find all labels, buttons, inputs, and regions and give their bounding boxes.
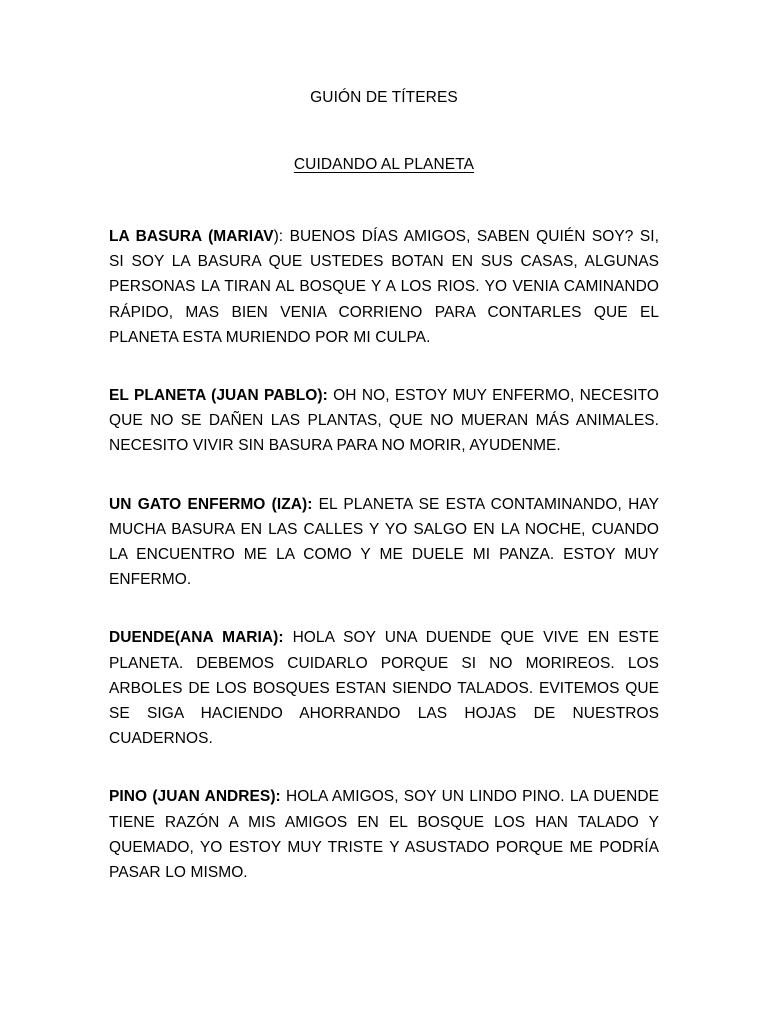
script-line-pino [109, 784, 659, 885]
dialogue-text-planeta: OH NO, ESTOY MUY ENFERMO, NECESITO QUE NO SE DAÑEN LAS PLANTAS, QUE NO MUERAN MÁS ANIMALES. NECESITO VIVIR SIN BASURA PARA NO MORIR, AYUDENME. [109, 387, 660, 455]
speaker-punctuation-basura: ): [273, 228, 284, 245]
dialogue-text-pino: HOLA AMIGOS, SOY UN LINDO PINO. LA DUENDE TIENE RAZÓN A MIS AMIGOS EN EL BOSQUE LOS HAN TALADO Y QUEMADO, YO ESTOY MUY TRISTE Y ASUSTADO PORQUE ME PODRÍA PASAR LO MISMO. [109, 788, 659, 882]
speaker-name-basura: LA BASURA (MARIAV [109, 228, 274, 245]
speaker-name-duende: DUENDE(ANA MARIA): [109, 629, 284, 647]
script-line-basura [109, 224, 659, 350]
script-line-gato [109, 492, 659, 593]
document-content [109, 0, 659, 885]
speaker-name-planeta: EL PLANETA (JUAN PABLO): [109, 387, 328, 405]
dialogue-text-duende: HOLA SOY UNA DUENDE QUE VIVE EN ESTE PLANETA. DEBEMOS CUIDARLO PORQUE SI NO MORIREOS. LOS ARBOLES DE LOS BOSQUES ESTAN SIENDO TALADOS. EVITEMOS QUE SE SIGA HACIENDO AHORRANDO LAS HOJAS DE NUESTROS CUADERNOS. [109, 629, 659, 748]
speaker-name-gato: UN GATO ENFERMO (IZA): [109, 495, 313, 513]
page-title: GUIÓN DE TÍTERES [310, 89, 458, 106]
speaker-name-pino: PINO (JUAN ANDRES): [109, 788, 281, 806]
document-subtitle-container [109, 110, 659, 177]
script-line-planeta [109, 383, 659, 459]
dialogue-text-basura: BUENOS DÍAS AMIGOS, SABEN QUIÉN SOY? SI, SI SOY LA BASURA QUE USTEDES BOTAN EN SUS CASAS, ALGUNAS PERSONAS LA TIRAN AL BOSQUE Y A LOS RIOS. YO VENIA CAMINANDO RÁPIDO, MAS BIEN VENIA CORRIENO PARA CONTARLES QUE EL PLANETA ESTA MURIENDO POR MI CULPA. [109, 228, 659, 346]
dialogue-text-gato: EL PLANETA SE ESTA CONTAMINANDO, HAY MUCHA BASURA EN LAS CALLES Y YO SALGO EN LA NOCHE, CUANDO LA ENCUENTRO ME LA COMO Y ME DUELE MI PANZA. ESTOY MUY ENFERMO. [109, 495, 659, 589]
document-subtitle: CUIDANDO AL PLANETA [293, 156, 475, 173]
script-line-duende [109, 625, 659, 751]
